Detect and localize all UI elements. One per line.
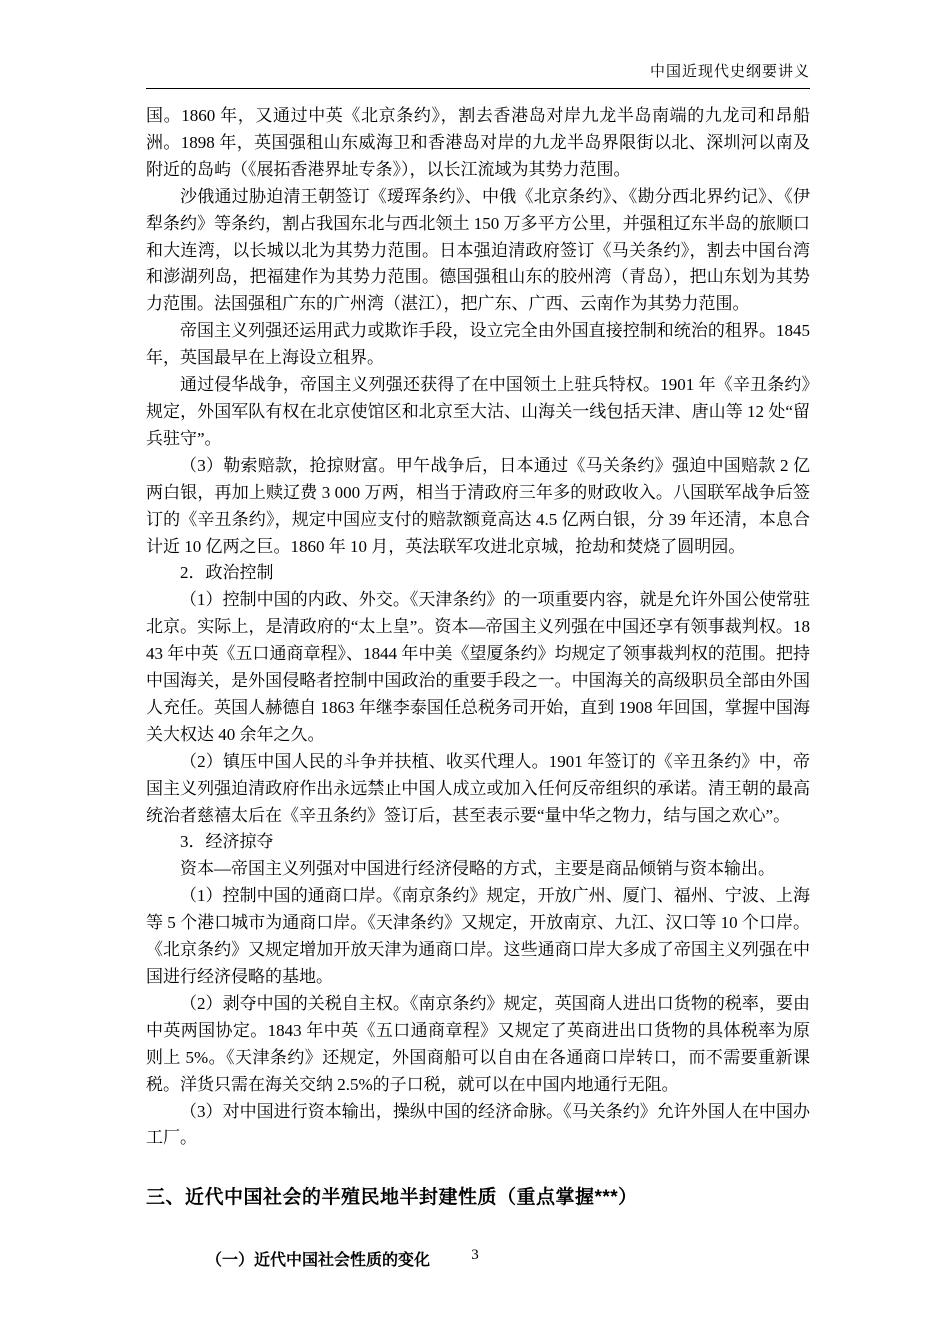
paragraph: （2）镇压中国人民的斗争并扶植、收买代理人。1901 年签订的《辛丑条约》中，帝国主义列强迫清政府作出永远禁止中国人成立或加入任何反帝组织的承诺。清王朝的最高统治者慈禧太后在《辛丑条约》签订后，甚至表示要“量中华之物力，结与国之欢心”。 (146, 751, 810, 825)
paragraph: （3）勒索赔款，抢掠财富。甲午战争后，日本通过《马关条约》强迫中国赔款 2 亿两白银，再加上赎辽费 3 000 万两，相当于清政府三年多的财政收入。八国联军战争后签订的《辛丑条约》，规定中国应支付的赔款额竟高达 4.5 亿两白银，分 39 年还清，本息合计近 10 亿两之巨。1860 年 10 月，英法联军攻进北京城，抢劫和焚烧了圆明园。 (146, 455, 810, 556)
page-header (146, 60, 810, 89)
paragraph: 沙俄通过胁迫清王朝签订《瑷珲条约》、中俄《北京条约》、《勘分西北界约记》、《伊犁条约》等条约，割占我国东北与西北领土 150 万多平方公里，并强租辽东半岛的旅顺口和大连湾，以长城以北为其势力范围。日本强迫清政府签订《马关条约》，割去中国台湾和澎湖列岛，把福建作为其势力范围。德国强租山东的胶州湾（青岛），把山东划为其势力范围。法国强租广东的广州湾（湛江），把广东、广西、云南作为其势力范围。 (146, 186, 810, 314)
paragraph: 通过侵华战争，帝国主义列强还获得了在中国领土上驻兵特权。1901 年《辛丑条约》规定，外国军队有权在北京使馆区和北京至大沽、山海关一线包括天津、唐山等 12 处“留兵驻守”。 (146, 375, 810, 448)
paragraph: （2）剥夺中国的关税自主权。《南京条约》规定，英国商人进出口货物的税率，要由中英两国协定。1843 年中英《五口通商章程》又规定了英商进出口货物的具体税率为原则上 5%。《天津条约》还规定，外国商船可以自由在各通商口岸转口，而不需要重新课税。洋货只需在海关交纳 2.5%的子口税，就可以在中国内地通行无阻。 (146, 993, 810, 1094)
sub-heading: （一）近代中国社会性质的变化 (206, 1252, 431, 1270)
paragraph: 3．经济掠夺 (180, 832, 274, 852)
paragraph: （3）对中国进行资本输出，操纵中国的经济命脉。《马关条约》允许外国人在中国办工厂。 (146, 1101, 810, 1148)
section-heading: 三、近代中国社会的半殖民地半封建性质（重点掌握***） (146, 1187, 638, 1209)
paragraph: 2．政治控制 (180, 563, 274, 583)
page-number: 3 (471, 1247, 479, 1263)
paragraph: 资本—帝国主义列强对中国进行经济侵略的方式，主要是商品倾销与资本输出。 (180, 859, 775, 879)
paragraph: 国。1860 年，又通过中英《北京条约》，割去香港岛对岸九龙半岛南端的九龙司和昂船洲。1898 年，英国强租山东威海卫和香港岛对岸的九龙半岛界限街以北、深圳河以南及附近的岛屿（《展拓香港界址专条》），以长江流域为其势力范围。 (146, 106, 810, 179)
paragraph: （1）控制中国的通商口岸。《南京条约》规定，开放广州、厦门、福州、宁波、上海等 5 个港口城市为通商口岸。《天津条约》又规定，开放南京、九江、汉口等 10 个口岸。《北京条约》又规定增加开放天津为通商口岸。这些通商口岸大多成了帝国主义列强在中国进行经济侵略的基地。 (146, 886, 810, 986)
header-title: 中国近现代史纲要讲义 (649, 64, 810, 80)
page-footer (0, 1247, 950, 1264)
document-body (146, 103, 810, 1152)
paragraph: 帝国主义列强还运用武力或欺诈手段，设立完全由外国直接控制和统治的租界。1845 年，英国最早在上海设立租界。 (146, 321, 810, 368)
paragraph: （1）控制中国的内政、外交。《天津条约》的一项重要内容，就是允许外国公使常驻北京。实际上，是清政府的“太上皇”。资本—帝国主义列强在中国还享有领事裁判权。1843 年中英《五口通商章程》、1844 年中美《望厦条约》均规定了领事裁判权的范围。把持中国海关，是外国侵略者控制中国政治的重要手段之一。中国海关的高级职员全部由外国人充任。英国人赫德自 1863 年继李泰国任总税务司开始，直到 1908 年回国，掌握中国海关大权达 40 余年之久。 (146, 590, 810, 744)
